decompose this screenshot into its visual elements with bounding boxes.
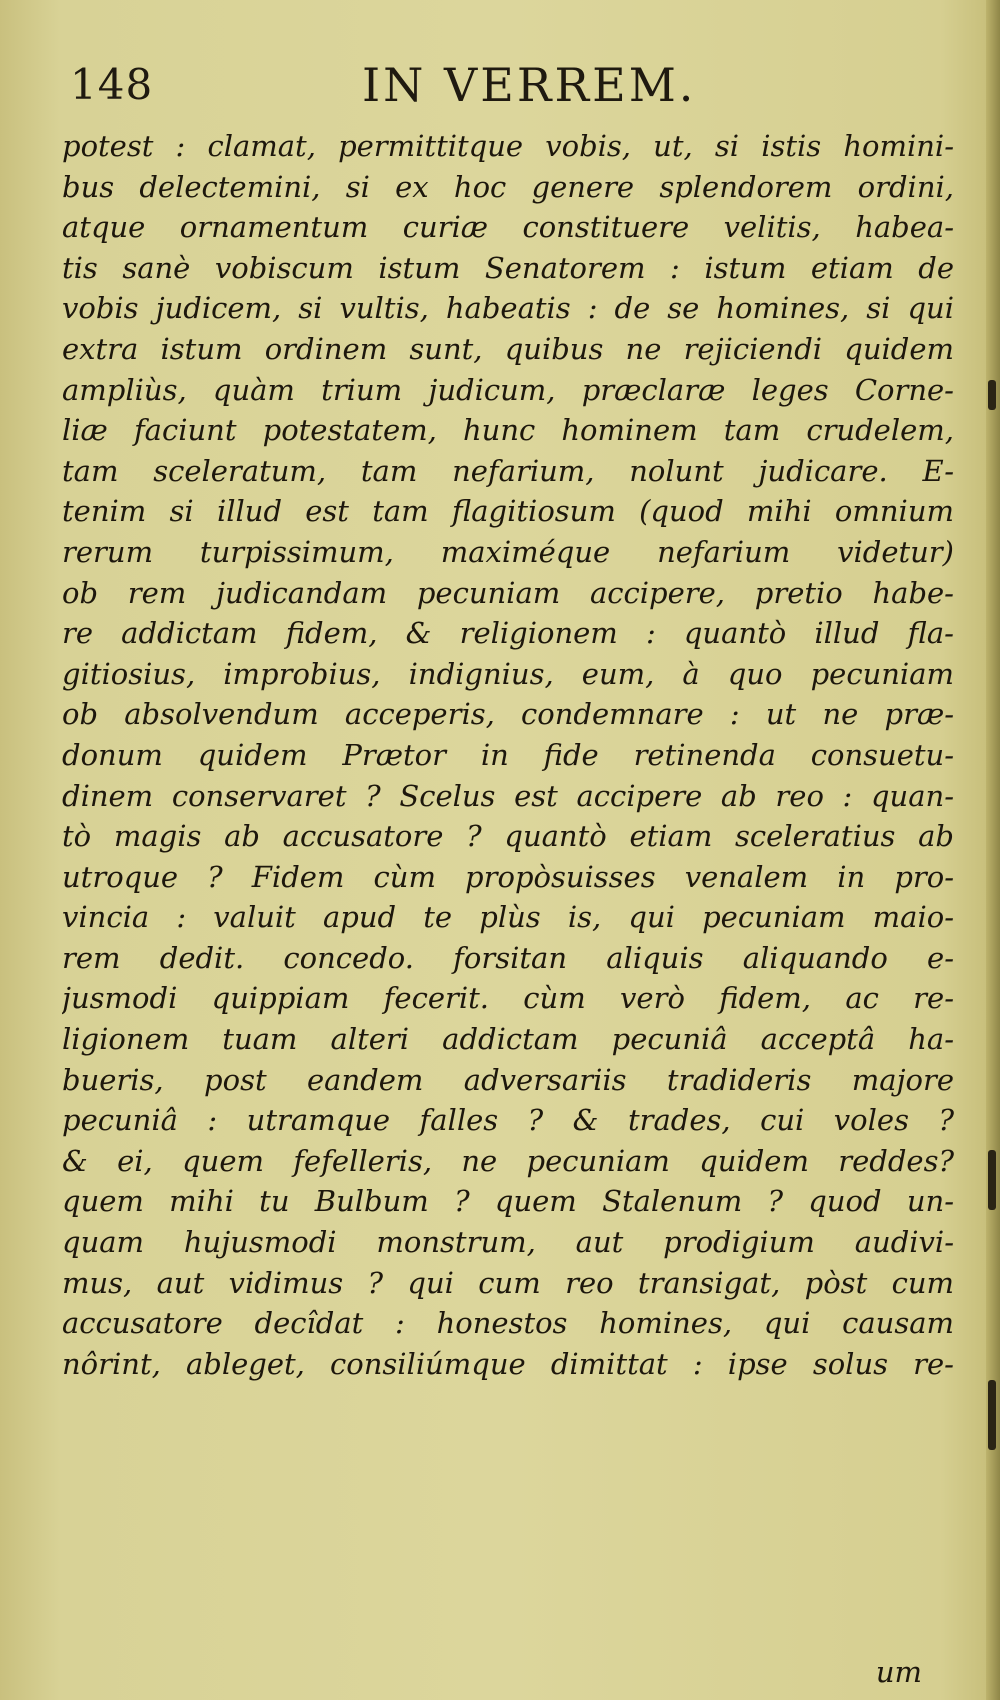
running-title: IN VERREM. [362, 58, 697, 112]
text-line: tenim si illud est tam flagitiosum (quod mihi omnium [62, 494, 954, 529]
text-line: re addictam fidem, & religionem : quantò illud fla- [62, 616, 954, 651]
text-line: jusmodi quippiam fecerit. cùm verò fidem, ac re- [62, 981, 954, 1016]
text-line: rerum turpissimum, maximéque nefarium videtur) [62, 534, 954, 569]
text-line: tis sanè vobiscum istum Senatorem : istum etiam de [62, 250, 954, 285]
text-line: quam hujusmodi monstrum, aut prodigium audivi- [62, 1225, 954, 1260]
text-line: donum quidem Prætor in fide retinenda consuetu- [62, 737, 954, 772]
text-line: mus, aut vidimus ? qui cum reo transigat, pòst cum [62, 1265, 954, 1300]
text-line: vincia : valuit apud te plùs is, qui pecuniam maio- [62, 900, 954, 935]
text-line: ampliùs, quàm trium judicum, præclaræ leges Corne- [62, 372, 954, 407]
text-line: bueris, post eandem adversariis tradideris majore [62, 1062, 954, 1097]
body-text [62, 126, 954, 1384]
text-line: utroque ? Fidem cùm propòsuisses venalem in pro- [62, 859, 954, 894]
text-line: quem mihi tu Bulbum ? quem Stalenum ? quod un- [62, 1184, 954, 1219]
binding-mark [988, 380, 996, 410]
text-line: extra istum ordinem sunt, quibus ne rejiciendi quidem [62, 331, 954, 366]
page-number: 148 [70, 60, 154, 109]
text-line: nôrint, ableget, consiliúmque dimittat : ipse solus re- [62, 1346, 954, 1381]
text-line: bus delectemini, si ex hoc genere splendorem ordini, [62, 169, 954, 204]
text-line: gitiosius, improbius, indignius, eum, à quo pecuniam [62, 656, 954, 691]
text-line: ligionem tuam alteri addictam pecuniâ acceptâ ha- [62, 1022, 954, 1057]
text-line: liæ faciunt potestatem, hunc hominem tam crudelem, [62, 413, 954, 448]
catchword: um [875, 1655, 922, 1689]
text-line: potest : clamat, permittitque vobis, ut, si istis homini- [62, 129, 954, 163]
text-line: & ei, quem fefelleris, ne pecuniam quidem reddes? [62, 1143, 954, 1178]
text-line: tò magis ab accusatore ? quantò etiam sceleratius ab [62, 819, 954, 854]
text-line: vobis judicem, si vultis, habeatis : de se homines, si qui [62, 291, 954, 326]
page-header [70, 58, 930, 118]
text-line: atque ornamentum curiæ constituere velitis, habea- [62, 210, 954, 245]
text-line: dinem conservaret ? Scelus est accipere ab reo : quan- [62, 778, 954, 813]
text-line: rem dedit. concedo. forsitan aliquis aliquando e- [62, 940, 954, 975]
text-line: ob rem judicandam pecuniam accipere, pretio habe- [62, 575, 954, 610]
text-line: ob absolvendum acceperis, condemnare : ut ne præ- [62, 697, 954, 732]
binding-mark [988, 1150, 996, 1210]
text-line: accusatore decîdat : honestos homines, qui causam [62, 1306, 954, 1341]
text-line: tam sceleratum, tam nefarium, nolunt judicare. E- [62, 453, 954, 488]
text-line: pecuniâ : utramque falles ? & trades, cui voles ? [62, 1103, 954, 1138]
binding-mark [988, 1380, 996, 1450]
